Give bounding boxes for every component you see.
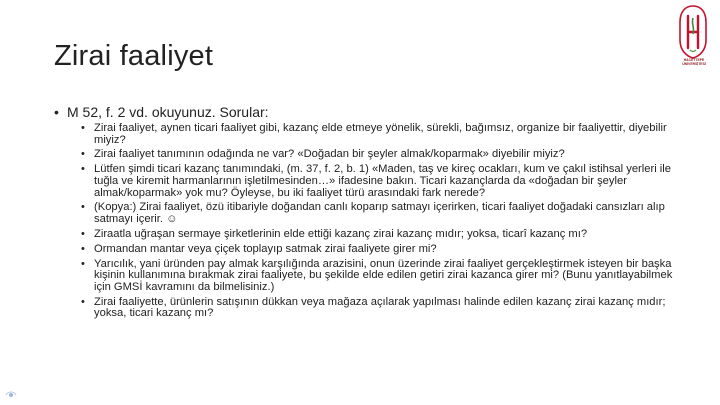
sub-bullet-8: • Zirai faaliyette, ürünlerin satışının dükkan veya mağaza açılarak yapılması halinde edilen kazanç zirai kazanç mıdır; yoksa, ticari kazanç mı? [81, 297, 674, 320]
logo-caption [676, 58, 712, 66]
sub-bullet-2: • Zirai faaliyet tanımının odağında ne var? «Doğadan bir şeyler almak/koparmak» diyebilir miyiz? [81, 149, 674, 161]
slide-corner-icon [4, 388, 18, 402]
logo-caption-line2: ÜNİVERSİTESİ [682, 62, 706, 66]
slide-title: Zirai faaliyet [54, 40, 214, 72]
slide-body [54, 104, 674, 323]
sub-bullet-1: • Zirai faaliyet, aynen ticari faaliyet gibi, kazanç elde etmeye yönelik, sürekli, bağımsız, organize bir faaliyettir, diyebilir miyiz? [81, 123, 674, 146]
sub-bullet-4: • (Kopya:) Zirai faaliyet, özü itibariyle doğandan canlı koparıp satmayı içerirken, ticari faaliyet doğadaki cansızları alıp satmayı içerir. ☺ [81, 202, 674, 225]
sub-bullet-3: • Lütfen şimdi ticari kazanç tanımındaki, (m. 37, f. 2, b. 1) «Maden, taş ve kireç ocakları, kum ve çakıl istihsal yerleri ile tuğla ve kiremit harmanlarının işletilmesinden…» ifadesine bakın. Ticari kazançlarda da «doğadan bir şeyler almak/koparmak» yok mu? Öyleyse, bu iki faaliyet türü arasındaki fark nerede? [81, 164, 674, 199]
university-logo-emblem [676, 4, 710, 60]
sub-bullet-7: • Yarıcılık, yani üründen pay almak karşılığında arazisini, onun üzerinde zirai faaliyet gerçekleştirmek isteyen bir başka kişinin kullanımına bırakmak zirai faaliyete, bu şekilde elde edilen getiri zirai kazanca girer mi? (Bunu yanıtlayabilmek için GMSİ kavramını da bilmelisiniz.) [81, 259, 674, 294]
main-bullet: • M 52, f. 2 vd. okuyunuz. Sorular: [54, 104, 674, 121]
university-logo [676, 4, 710, 66]
sub-bullet-5: • Ziraatla uğraşan sermaye şirketlerinin elde ettiği kazanç zirai kazanç mıdır; yoksa, ticarî kazanç mı? [81, 229, 674, 241]
sub-bullet-list [54, 123, 674, 320]
sub-bullet-6: • Ormandan mantar veya çiçek toplayıp satmak zirai faaliyete girer mi? [81, 244, 674, 256]
logo-caption-line1: HACETTEPE [683, 58, 705, 62]
